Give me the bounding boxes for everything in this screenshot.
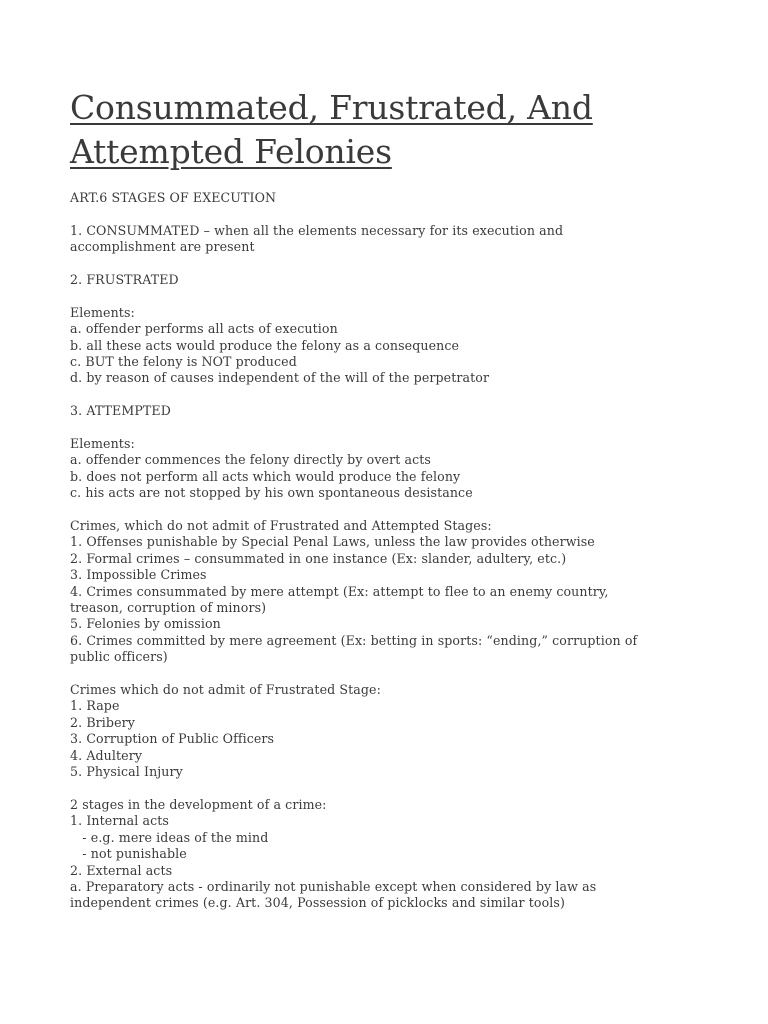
list-item: d. by reason of causes independent of the will of the perpetrator xyxy=(70,370,490,386)
list-item: treason, corruption of minors) xyxy=(70,600,267,616)
list-item: b. does not perform all acts which would produce the felony xyxy=(70,468,461,484)
list-item: 2. External acts xyxy=(70,862,173,878)
document-title xyxy=(70,86,730,174)
attempted-heading: 3. ATTEMPTED xyxy=(70,403,171,419)
title-line-2: Attempted Felonies xyxy=(70,132,392,171)
document-page xyxy=(70,86,730,912)
list-item: 5. Physical Injury xyxy=(70,764,183,780)
list-item: 2. Bribery xyxy=(70,714,135,730)
frustrated-heading: 2. FRUSTRATED xyxy=(70,272,179,287)
list-item: c. BUT the felony is NOT produced xyxy=(70,354,297,370)
list-item: - not punishable xyxy=(70,846,187,862)
spacer xyxy=(70,781,730,797)
no-frustrated-heading: Crimes which do not admit of Frustrated Stage: xyxy=(70,682,381,698)
list-item: 3. Corruption of Public Officers xyxy=(70,731,275,747)
list-item: a. offender performs all acts of execution xyxy=(70,321,338,337)
list-item: 4. Adultery xyxy=(70,747,143,763)
attempted-elements-label: Elements: xyxy=(70,436,135,452)
no-frustrated-attempted-heading: Crimes, which do not admit of Frustrated and Attempted Stages: xyxy=(70,518,492,534)
list-item: c. his acts are not stopped by his own spontaneous desistance xyxy=(70,485,473,501)
art-heading: ART.6 STAGES OF EXECUTION xyxy=(70,190,277,205)
list-item: 1. Internal acts xyxy=(70,813,169,829)
list-item: b. all these acts would produce the felony as a consequence xyxy=(70,337,460,353)
spacer xyxy=(70,206,730,222)
spacer xyxy=(70,387,730,403)
list-item: 1. Offenses punishable by Special Penal Laws, unless the law provides otherwise xyxy=(70,534,595,550)
list-item: 2. Formal crimes – consummated in one instance (Ex: slander, adultery, etc.) xyxy=(70,550,567,566)
list-item: - e.g. mere ideas of the mind xyxy=(70,829,269,845)
frustrated-elements-label: Elements: xyxy=(70,304,135,320)
spacer xyxy=(70,256,730,272)
consummated-line-2: accomplishment are present xyxy=(70,239,255,255)
spacer xyxy=(70,666,730,682)
list-item: a. Preparatory acts - ordinarily not punishable except when considered by law as xyxy=(70,878,597,894)
development-heading: 2 stages in the development of a crime: xyxy=(70,796,327,812)
list-item: 4. Crimes consummated by mere attempt (Ex: attempt to flee to an enemy country, xyxy=(70,583,609,599)
list-item: public officers) xyxy=(70,649,168,665)
list-item: 5. Felonies by omission xyxy=(70,616,221,632)
document-body xyxy=(70,190,730,912)
spacer xyxy=(70,502,730,518)
list-item: 6. Crimes committed by mere agreement (Ex: betting in sports: “ending,” corruption of xyxy=(70,632,638,648)
title-line-1: Consummated, Frustrated, And xyxy=(70,88,593,127)
list-item: a. offender commences the felony directly by overt acts xyxy=(70,452,431,468)
list-item: 3. Impossible Crimes xyxy=(70,567,207,583)
list-item: 1. Rape xyxy=(70,698,120,714)
spacer xyxy=(70,288,730,304)
list-item: independent crimes (e.g. Art. 304, Possession of picklocks and similar tools) xyxy=(70,895,565,911)
consummated-line-1: 1. CONSUMMATED – when all the elements necessary for its execution and xyxy=(70,222,564,238)
spacer xyxy=(70,420,730,436)
